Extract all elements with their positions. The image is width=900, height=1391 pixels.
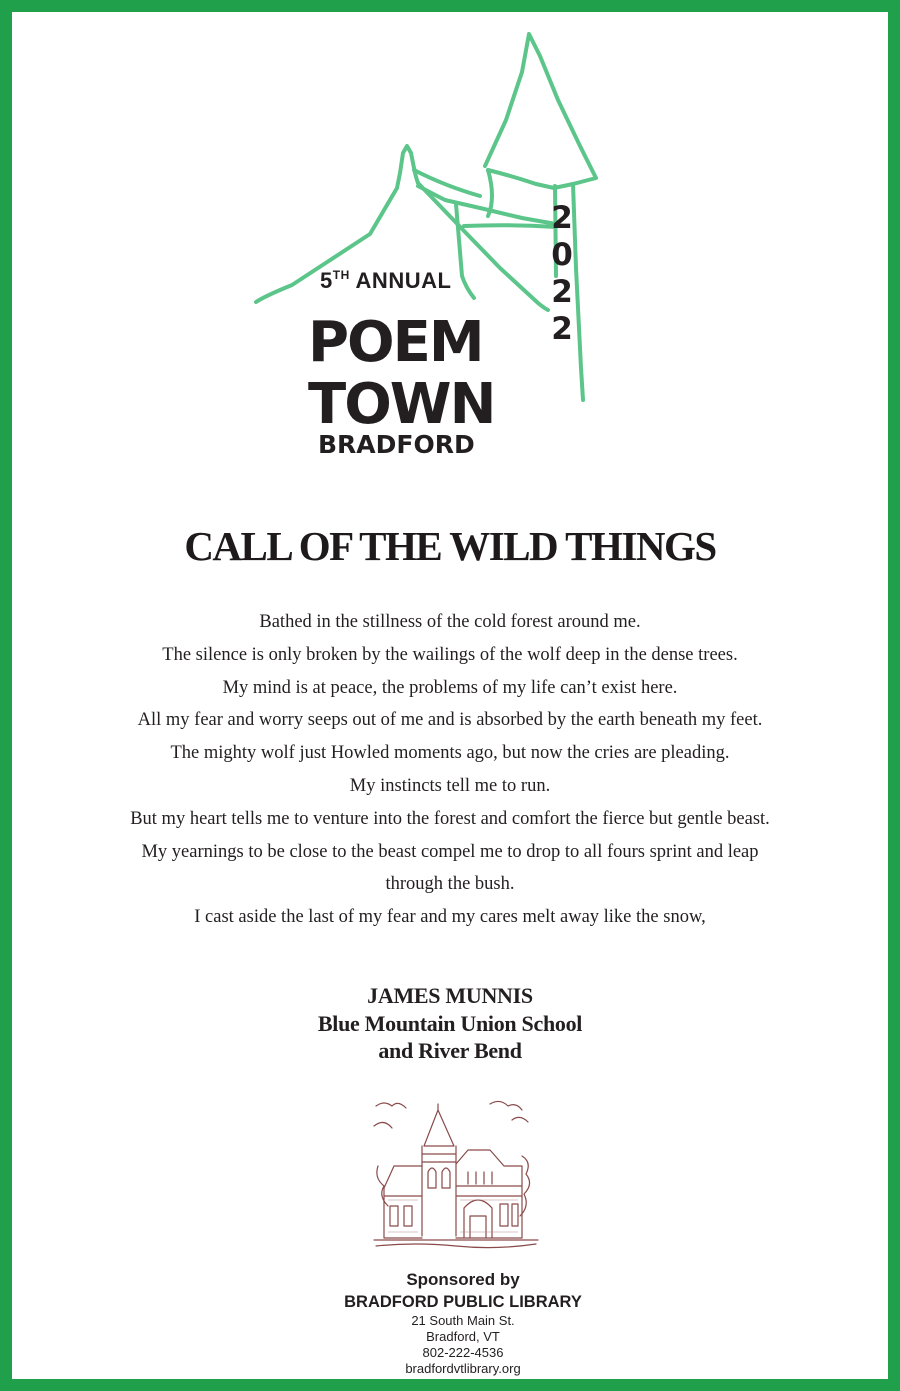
sponsor-city: Bradford, VT [426, 1329, 500, 1344]
library-building-sketch [372, 1096, 540, 1254]
sponsor-label: Sponsored by [406, 1270, 520, 1289]
sponsor-phone: 802-222-4536 [422, 1345, 504, 1360]
poem-line: My yearnings to be close to the beast compel me to drop to all fours sprint and leap [141, 841, 759, 862]
poem-line: through the bush. [385, 874, 515, 895]
poem-body [60, 606, 840, 934]
poem-line: My mind is at peace, the problems of my life can’t exist here. [222, 677, 678, 698]
year-digit: 0 [551, 237, 573, 273]
author-block [0, 982, 900, 1065]
annual-suffix: TH [332, 268, 350, 282]
poem-title: CALL OF THE WILD THINGS [184, 523, 716, 569]
poem-line: All my fear and worry seeps out of me and is absorbed by the earth beneath my feet. [137, 710, 763, 731]
sponsor-address: 21 South Main St. [411, 1313, 515, 1328]
poem-line: Bathed in the stillness of the cold forest around me. [259, 612, 641, 632]
poem-line: The silence is only broken by the wailings of the wolf deep in the dense trees. [162, 644, 738, 665]
logo-word-poem: POEM [308, 310, 483, 375]
author-school: Blue Mountain Union School [317, 1010, 583, 1036]
year-digit: 2 [551, 274, 573, 310]
poem-line: My instincts tell me to run. [349, 775, 551, 796]
logo-year [547, 200, 577, 348]
poem-line: But my heart tells me to venture into the forest and comfort the fierce but gentle beast. [130, 808, 770, 829]
poem-line: The mighty wolf just Howled moments ago, but now the cries are pleading. [170, 743, 730, 764]
annual-label: 5TH ANNUAL [320, 268, 452, 293]
poem-town-logo [240, 28, 610, 468]
sponsor-library: BRADFORD PUBLIC LIBRARY [344, 1293, 582, 1311]
logo-town-name: BRADFORD [318, 430, 475, 459]
logo-word-town: TOWN [308, 372, 495, 437]
author-school-line2: and River Bend [378, 1038, 522, 1063]
sponsor-block [0, 1269, 900, 1377]
sponsor-website: bradfordvtlibrary.org [405, 1361, 521, 1376]
year-digit: 2 [551, 200, 573, 236]
author-name: JAMES MUNNIS [367, 983, 533, 1008]
year-digit: 2 [551, 311, 573, 347]
poem-line: I cast aside the last of my fear and my cares melt away like the snow, [194, 907, 706, 928]
